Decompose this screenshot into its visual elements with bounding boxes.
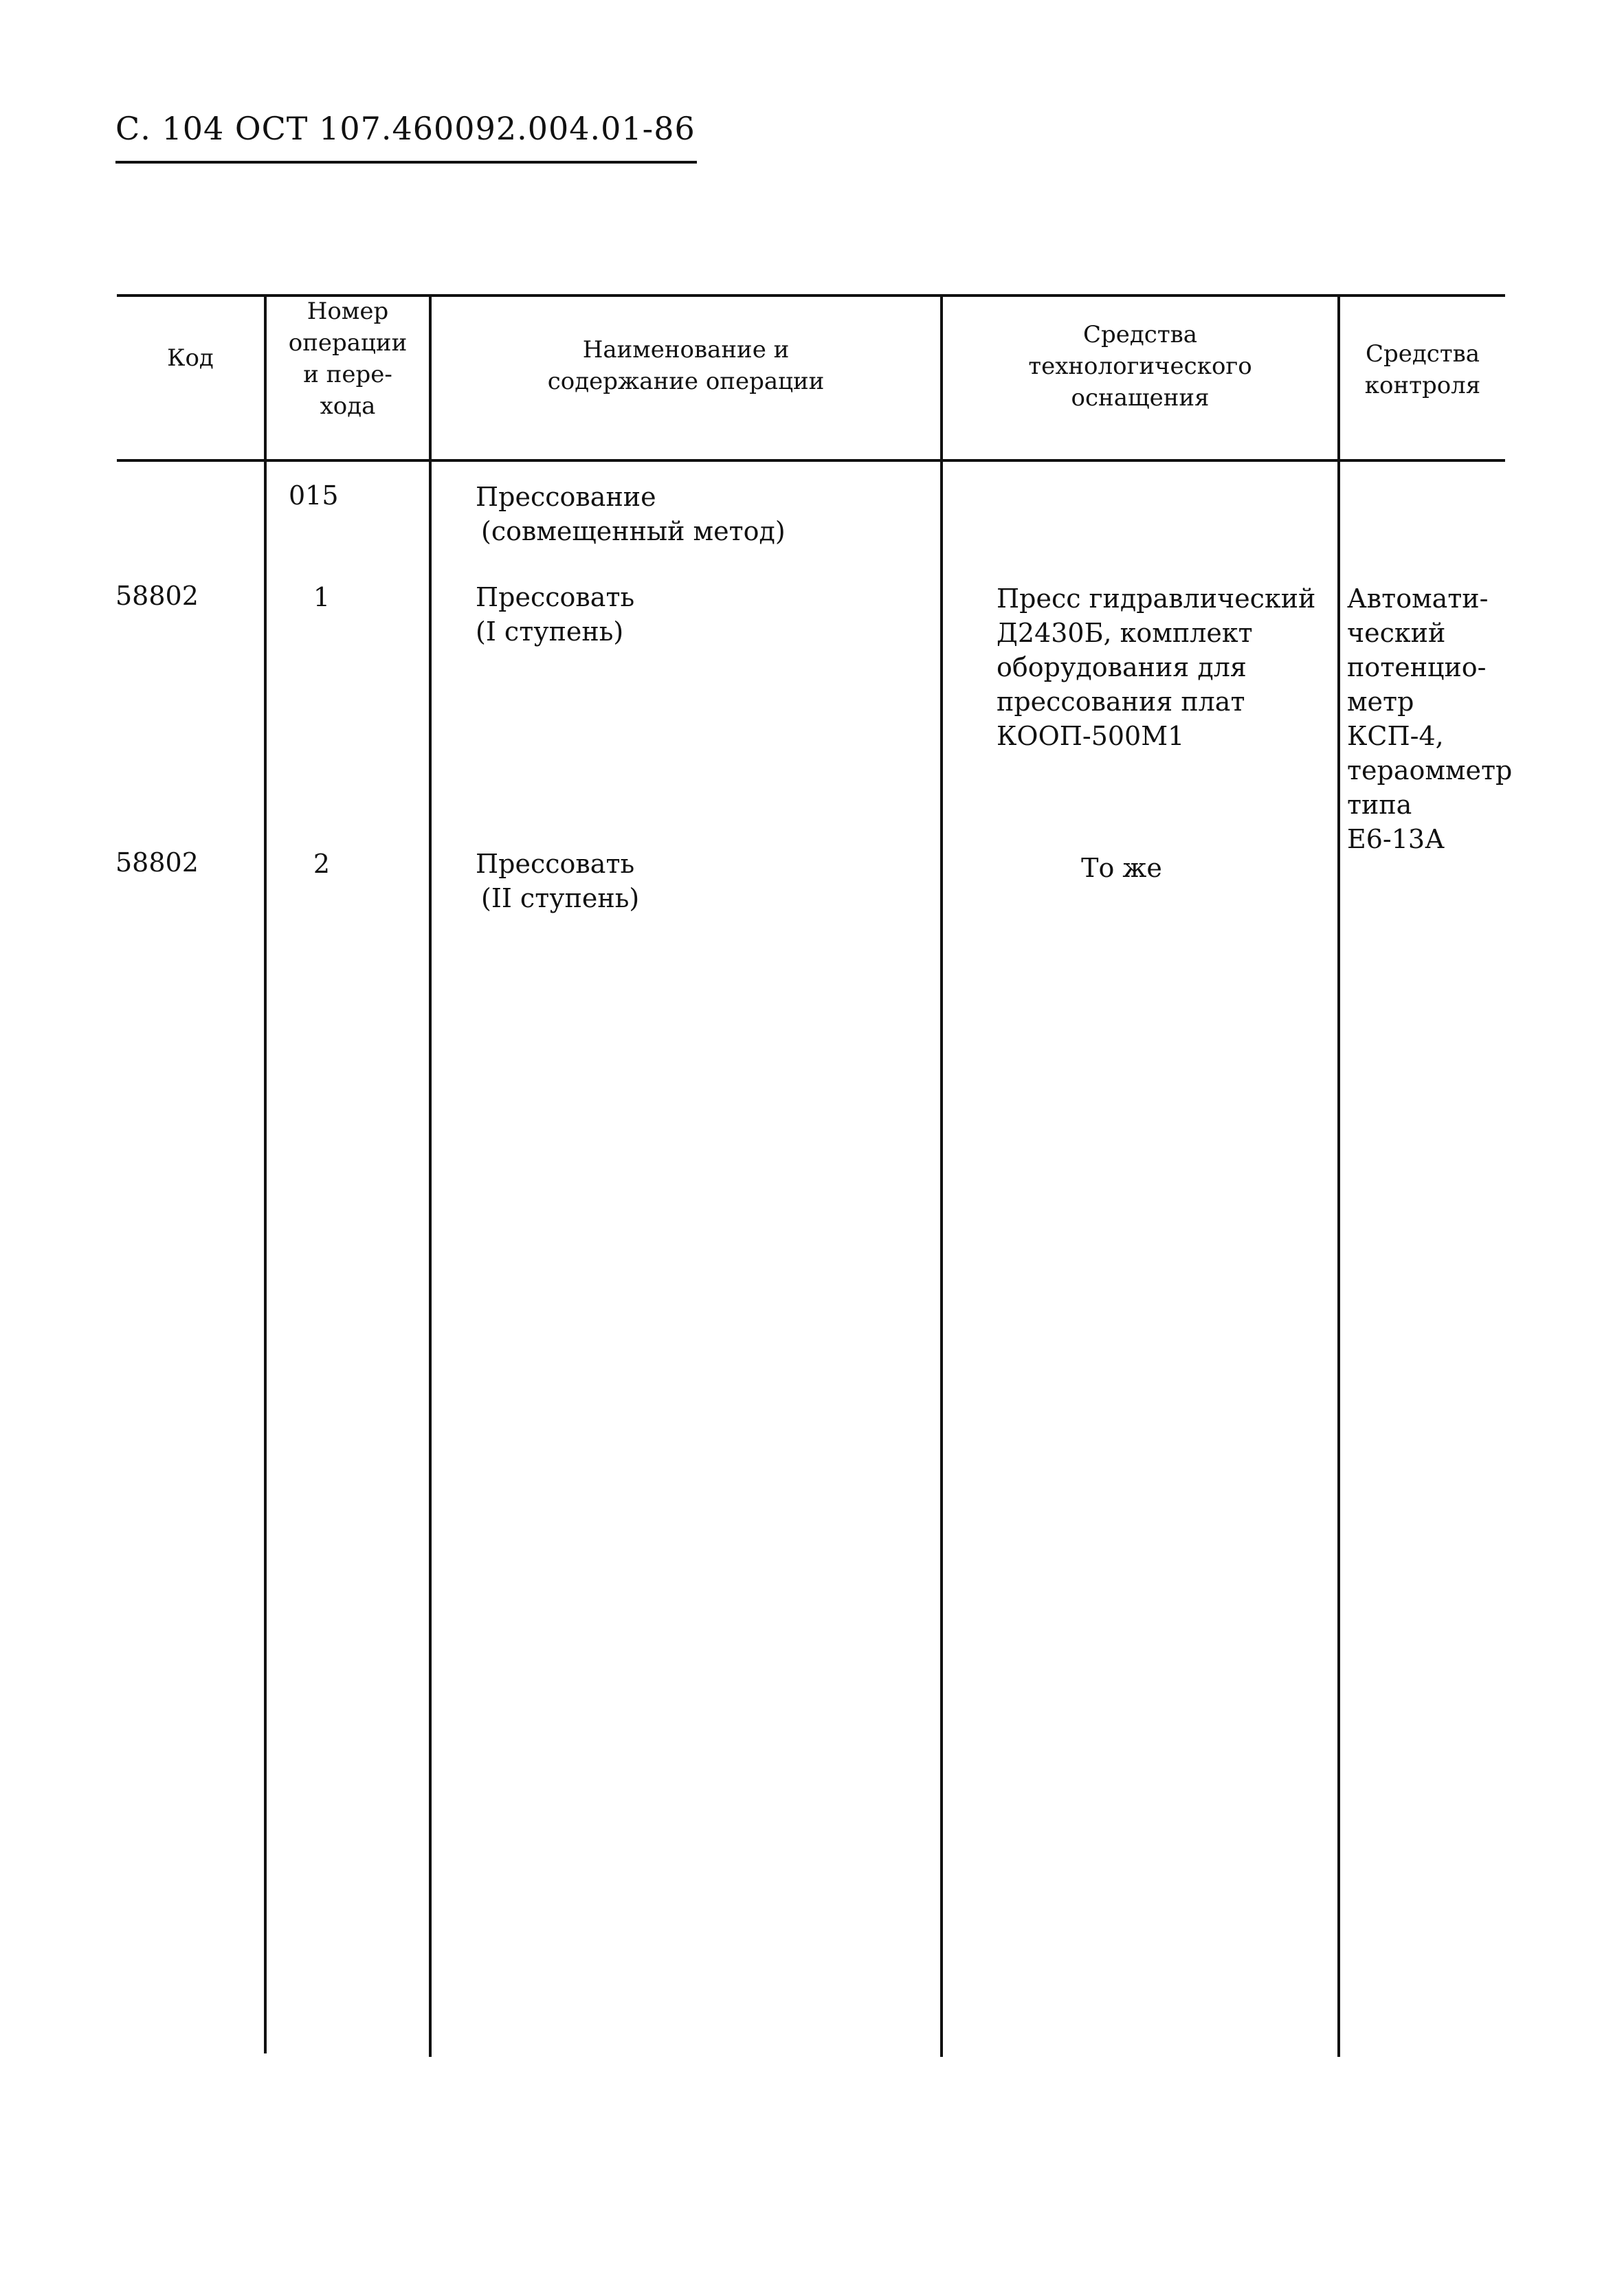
header-divider bbox=[115, 161, 697, 164]
page-header: С. 104 ОСТ 107.460092.004.01-86 bbox=[115, 110, 696, 147]
equipment-list: То же bbox=[1081, 853, 1162, 883]
operation-number: 1 bbox=[313, 582, 331, 612]
column-header-equipment: Средства технологического оснащения bbox=[1028, 321, 1252, 412]
column-divider-code bbox=[264, 294, 267, 2053]
operation-name: Прессовать (I ступень) bbox=[476, 582, 635, 647]
column-header-control: Средства контроля bbox=[1364, 340, 1481, 399]
column-header-number: Номер операции и пере- хода bbox=[288, 298, 408, 420]
column-divider-number bbox=[429, 294, 432, 2057]
operation-name: Прессование (совмещенный метод) bbox=[476, 482, 786, 546]
column-divider-name bbox=[940, 294, 943, 2057]
equipment-list: Пресс гидравлический Д2430Б, комплект оборудования для прессования плат КООП-500М1 bbox=[997, 583, 1316, 751]
operation-name: Прессовать (II ступень) bbox=[476, 849, 640, 913]
operation-number: 015 bbox=[289, 480, 339, 511]
column-header-code: Код bbox=[167, 344, 214, 372]
operation-code: 58802 bbox=[115, 847, 199, 878]
column-divider-equipment bbox=[1337, 294, 1340, 2057]
operation-number: 2 bbox=[313, 849, 331, 879]
column-header-name: Наименование и содержание операции bbox=[547, 336, 825, 395]
operation-code: 58802 bbox=[115, 581, 199, 611]
control-list: Автомати- ческий потенцио- метр КСП-4, тераомметр типа Е6-13А bbox=[1347, 583, 1513, 854]
table-header-border bbox=[117, 459, 1505, 462]
